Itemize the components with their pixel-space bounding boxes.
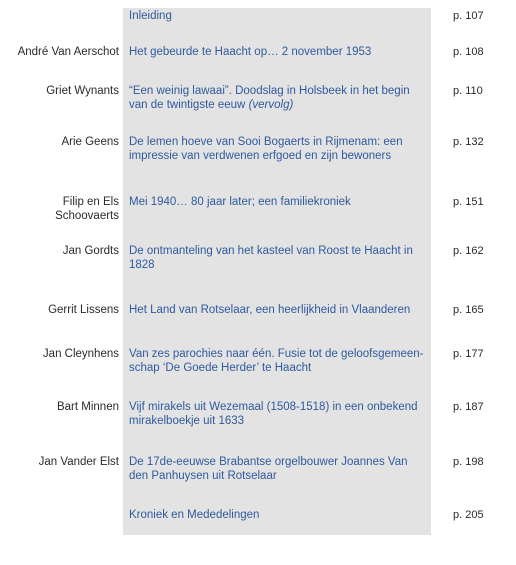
toc-page: p. 205 (453, 509, 484, 521)
toc-title-text: “Een weinig lawaai”. Doodslag in Holsbeek in het begin van de twintigste eeuw (129, 85, 410, 111)
toc-page: p. 110 (453, 85, 483, 97)
toc-title[interactable]: Van zes parochies naar één. Fusie tot de geloofsgemeen-schap ‘De Goede Herder’ te Haacht (129, 348, 424, 374)
toc-title[interactable]: Het gebeurde te Haacht op… 2 november 1953 (129, 46, 372, 58)
toc-page: p. 132 (453, 136, 484, 148)
toc-author: Gerrit Lissens (48, 304, 119, 316)
toc-author: Jan Cleynhens (42, 348, 119, 360)
toc-page: p. 177 (453, 348, 484, 360)
toc-page: p. 107 (453, 10, 484, 22)
toc-page: p. 198 (453, 456, 484, 468)
toc-author: André Van Aerschot (17, 46, 119, 58)
toc-author: Jan Gordts (62, 245, 119, 257)
toc-title[interactable]: De lemen hoeve van Sooi Bogaerts in Rijmenam: een impressie van verdwenen erfgoed en zijn bewoners (129, 136, 403, 162)
toc-author: Filip en Els Schoovaerts (55, 196, 119, 222)
toc-title[interactable]: Kroniek en Mededelingen (129, 509, 260, 521)
toc-page: p. 165 (453, 304, 484, 316)
toc-title[interactable]: Inleiding (129, 10, 172, 22)
toc-title[interactable]: De 17de-eeuwse Brabantse orgelbouwer Joannes Van den Panhuysen uit Rotselaar (129, 456, 408, 482)
toc-page: p. 187 (453, 401, 484, 413)
toc-author: Arie Geens (61, 136, 119, 148)
toc-page: p. 108 (453, 46, 484, 58)
toc-page: p. 162 (453, 245, 484, 257)
toc-title[interactable]: Mei 1940… 80 jaar later; een familiekroniek (129, 196, 351, 208)
toc-title[interactable] (129, 84, 427, 112)
toc-title[interactable]: Het Land van Rotselaar, een heerlijkheid in Vlaanderen (129, 304, 411, 316)
toc-author: Jan Vander Elst (38, 456, 119, 468)
toc-author: Griet Wynants (46, 85, 119, 97)
toc-title[interactable]: De ontmanteling van het kasteel van Roost te Haacht in 1828 (129, 245, 413, 271)
toc-title-italic: (vervolg) (248, 99, 294, 111)
toc-title[interactable]: Vijf mirakels uit Wezemaal (1508-1518) in een onbekend mirakelboekje uit 1633 (129, 401, 418, 427)
toc-page: p. 151 (453, 196, 484, 208)
toc-author: Bart Minnen (56, 401, 119, 413)
